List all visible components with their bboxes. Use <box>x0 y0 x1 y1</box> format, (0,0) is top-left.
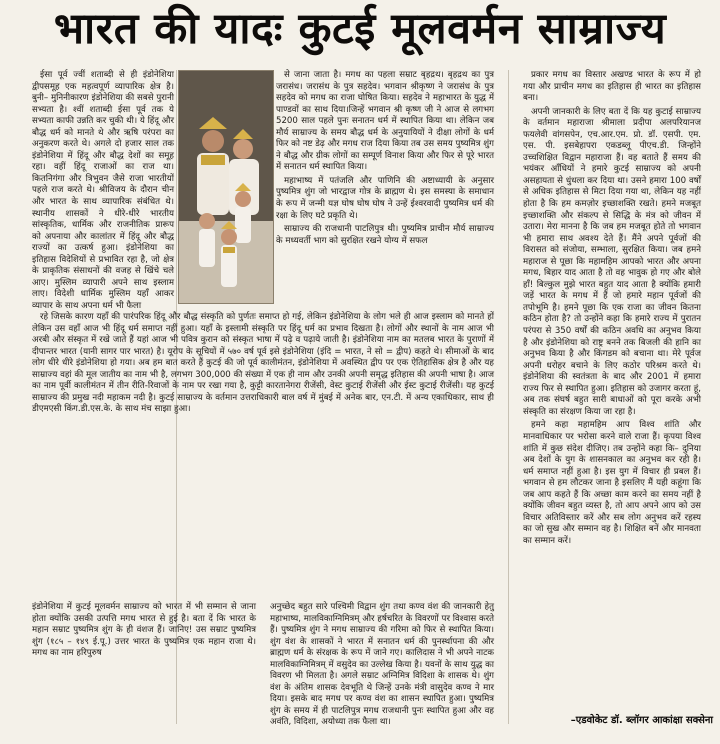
column-divider <box>508 70 509 724</box>
article-column-2 <box>276 70 494 306</box>
paragraph: से जाना जाता है। मगध का पहला सम्राट बृहद्रथ। बृहद्रथ का पुत्र जरासंध। जरासंध के पुत्र सहदेव। भगवान श्रीकृष्ण ने जरासंध के पुत्र सहदेव को मगध का राजा घोषित किया। सहदेव ने महाभारत के युद्ध में पाण्डवों का साथ दिया।जिन्हें भगवान श्री कृष्ण जी ने आज से लगभग 5200 साल पहले पुनः सनातन धर्म में स्थापित किया था। लेकिन जब मौर्य साम्राज्य के समय बौद्ध धर्म के अनुयायियों ने दीक्षा लोगों के धर्म फिर को नष्ट डेढ़ और मगध राज दिया किया तब उस समय पुष्यमित्र शुंग ने बौद्ध और ग्रीक लोगों का सम्पूर्ण विनाश किया और फिर से पूरे भारत में सनातन धर्म स्थापित किया। <box>276 70 494 173</box>
royal-family-photo <box>178 70 274 304</box>
paragraph: साम्राज्य की राजधानी पाटलिपुत्र थी। पुष्यमित्र प्राचीन मौर्य साम्राज्य के मध्यवर्ती भाग को सुरक्षित रखने योग्य में सफल <box>276 224 494 246</box>
paragraph: ईसा पूर्व ज्वीं शताब्दी से ही इंडोनेशिया द्वीपसमूह एक महत्वपूर्ण व्यापारिक क्षेत्र है। बुनी– मुनिनीकारण इंडोनेशिया की सबसे पुरानी सभ्यता है। श्वीं शताब्दी ईसा पूर्व तक ये सभ्यता काफी उन्नति कर चुकी थी। ये हिंदू और बौद्ध धर्म को मानते थे और ऋषि परंपरा का अनुकरण करते थे। अगले दो हजार साल तक इंडोनेशिया में हिंदू और बौद्ध देशों का समूह रहा। वहीं हिंदू राजाओं का राज था। कितनिगंगा और त्रिभुवन जैसे राजा भारतीयों पहले राज करते थे। श्रीविजय के दौरान चीन और भारत के साथ व्यापारिक संबंधित थे। स्थानीय शासकों ने धीरे-धीरे भारतीय सांस्कृतिक, धार्मिक और राजनीतिक प्रारूप को अपनाया और कालांतर में हिंदू और बौद्ध राज्यों का उत्कर्ष हुआ। इंडोनेशिया का इतिहास विदेशियों से प्रभावित रहा है, जो क्षेत्र के प्राकृतिक संसाधनों की वजह से खिंचे चले आए। मुस्लिम व्यापारी अपने साथ इस्लाम लाए। विदेशी धार्मिक मुस्लिम यहाँ आकर व्यापार के साथ अपना धर्म भी फैला <box>32 70 174 311</box>
headline: भारत की यादः कुटई मूलवर्मन साम्राज्य <box>53 4 667 54</box>
paragraph: प्रकार मगध का विस्तार अखण्ड भारत के रूप में हो गया और प्राचीन मगध का इतिहास ही भारत का इतिहास बना। <box>523 70 701 104</box>
paragraph: इंडोनेशिया में कुटई मूलवर्मन साम्राज्य को भारत में भी सम्मान से जाना होता क्योंकि उसकी उत्पत्ति मगध भारत से हुई है। बता दें कि भारत के महान सम्राट पुष्यमित्र शुंग के ही वंशज हैं। जानिए! उस सम्राट पुष्यमित्र शुंग (१८५ – १४९ ई.पू.) उत्तर भारत के पुष्यमित्र एक महान राजा थे। मगध का नाम हरिपुरुष <box>32 602 256 659</box>
paragraph: हमने कहा महामहिम आप विश्व शांति और मानवाधिकार पर भरोसा करने वाले राजा हैं। कृपया विश्व शांति में कुछ संदेश दीजिए। तब उन्होंने कहा कि– दुनिया अब देशों के युग के शासनकाल का अनुभव कर रही है। धर्म समाप्त नहीं हुआ है। इस युग में विचार ही प्रबल हैं। भगवान से हम लौटकर जाना है इसलिए मैं यही कहूंगा कि जब आप कहते हैं कि अच्छा काम करने का समय नहीं है क्योंकि जीवन बहुत व्यस्त है, तो आप अपने आप को उस विचार अतिविस्तार करें और सब लोग अनुभव करें रहस्य का जो सुख और सम्मान वह है। शिक्षित बनें और मानवता का सम्मान करें। <box>523 420 701 546</box>
paragraph: अपनी जानकारी के लिए बता दें कि यह कुटाई साम्राज्य के वर्तमान महाराजा श्रीमाला प्रदीपा अलपरियानज फयलेवी वांगसपेन, एच.आर.एम. प्रो. डॉ. एसपी. एम. एस. पी. इसबेहापरा एकडब्लू पीएच.डी. जिन्होंने उच्चशिक्षित विद्वान महाराजा हैं। वह बताते हैं समय की भयंकर आँधियों ने हमारे कुटई साम्राज्य को अपनी असहायता से धुंधला कर दिया था। उसने हमारा 100 वर्षों से अधिक इतिहास से मिटा दिया गया था, लेकिन यह नहीं होता है कि हम कमज़ोर इच्छाशक्ति रखते। हमने मजबूत इच्छाशक्ति और संकल्प से सिद्धि के मंत्र को जीवन में उतारा। मेरा मानना है कि जब हम मजबूत होते तो भगवान भी हमारा साथ अवश्य देते हैं। मैंने अपने पूर्वजों की विरासत को संजोया, सम्भाला, सुरक्षित किया। जब हमने महाराज से पूछा कि महामहिम आपको भारत और अपना मगध, बिहार याद आता है तो वह भावुक हो गए और बोले हाँ! बिल्कुल मुझे भारत बहुत याद आता है क्योंकि हमारी जड़ें भारत के मगध में हैं जो हमारे महान पूर्वजों की तपोभूमि है। हमने पूछा कि एक राजा का जीवन कितना कठिन होता है? तो उन्होंने कहा कि हमारे राज्य में पुरातन परंपरा से 350 वर्षों की कठिन अवधि का अनुभव किया है और इंडोनेशिया को राष्ट्र बनने तक बिजली की हानि का अनुभव किया है और किंगडम को बचाना था। मेरे पूर्वज अपनी धरोहर बचाने के लिए कठोर परिश्रम करते थे। इंडोनेशिया की स्वतंत्रता के बाद और 2001 में हमारा राज्य फिर से स्थापित हुआ। इतिहास को उजागर करता हूं, अब तक संघर्ष बहुत सारी बाधाओं को पूरा करके अभी संस्कृति का संरक्षण किया जा रहा है। <box>523 106 701 417</box>
article-column-1 <box>32 70 174 311</box>
article-column-3 <box>523 70 701 724</box>
paragraph: रहे जिसके कारण यहाँ की पारंपरिक हिंदू और बौद्ध संस्कृति को पुर्णतः समाप्त हो गई, लेकिन इंडोनेशिया के लोग भले ही आज इस्लाम को मानते हों लेकिन उस वहाँ आज भी हिंदू धर्म समाप्त नहीं हुआ। यहाँ के इस्लामी संस्कृति पर हिंदू धर्म का प्रभाव दिखता है। लोगों और स्थानों के नाम आज भी अरबी और संस्कृत में रखे जाते हैं यहां आज भी पवित्र कुरान को संस्कृत भाषा में पढ़े व पढ़ाये जाती है। इंडोनेशिया नाम का मतलब भारत के पुराणों में दीपान्तर भारत (यानी सागर पार भारत) है। यूरोप के सूचियों में ५७० वर्ष पूर्व इसे इंडोनेशिया (इंदि = भारत, ने सो = द्वीप) कहते थे। सीमाओं के बाद लोग धीरे धीरे इंडोनेशिया हो गया। अब हम बात करते हैं कुटई की जो पूर्व कालीमंतन, इंडोनेशिया में अवस्थित द्वीप पर एक ऐतिहासिक क्षेत्र है और यह साम्राज्य वहां की मूल जातीय का नाम भी है, लगभग 300,000 की संख्या में एक ही नाम और उनकी अपनी समृद्ध इतिहास की अपनी भाषा है। आज का नाम पूर्वी कालीमंतन में तीन रीति-रिवाजों के नाम पर रखा गया है, कुट्टी कारतानेगरा रीजेंसी, वेस्ट कुटाई रीजेंसी और ईस्ट कुटाई रीजेंसी। यह कुटई साम्राज्य की प्रमुख नदी महाकम नदी है। कुटई साम्राज्य के वर्तमान उत्तराधिकारी बाल वर्ष में मुंबई में अनेक बार, एन.टी. में अन्य एकाधिकार, साथ ही डीएमएसी किंग.डी.एस.के. के साथ मंच साझा हुआ। <box>32 312 494 415</box>
paragraph: अनुच्छेद बहुत सारे पश्चिमी विद्वान शुंग तथा कण्व वंश की जानकारी हेतु महाभाष्य, मालविकाग्निमित्रम् और हर्षचरित के विवरणों पर विश्वास करते हैं। पुष्यमित्र शुंग ने मगध साम्राज्य की गरिमा को फिर से स्थापित किया। शुंग वंश के शासकों ने भारत में सनातन धर्म की पुनर्स्थापना की और ब्राह्मण धर्म के संरक्षक के रूप में जाने गए। कालिदास ने भी अपने नाटक मालविकाग्निमित्रम् में वसुदेव का उल्लेख किया है। यवनों के साथ युद्ध का विवरण भी मिलता है। अगले सम्राट अग्निमित्र विदिशा के शासक थे। शुंग वंश के अंतिम शासक देवभूति थे जिन्हें उनके मंत्री वासुदेव कण्व ने मार दिया। इसके बाद मगध पर कण्व वंश का शासन स्थापित हुआ। पुष्यमित्र शुंग के समय में ही पाटलिपुत्र मगध राजधानी पुनः स्थापित हुआ और वह अवंति, विदिशा, अयोध्या तक फैला था। <box>270 602 494 728</box>
photo-illustration <box>179 71 273 303</box>
author-byline: –एडवोकेट डॉ. ब्लॉगर आकांक्षा सक्सेना <box>570 715 713 726</box>
paragraph: महाभाष्य में पतंजलि और पाणिनि की अष्टाध्यायी के अनुसार पुष्यमित्र शुंग जो भारद्वाज गोत्र के ब्राह्मण थे। इस समस्या के समाधान के रूप में जन्मी यज्ञ घोष घोष घोष ने उन्हें ईश्वरवादी पुष्यमित्र धर्म की रक्षा के लिए घटे प्रकृति थे। <box>276 175 494 221</box>
article-wide-section <box>32 312 494 726</box>
